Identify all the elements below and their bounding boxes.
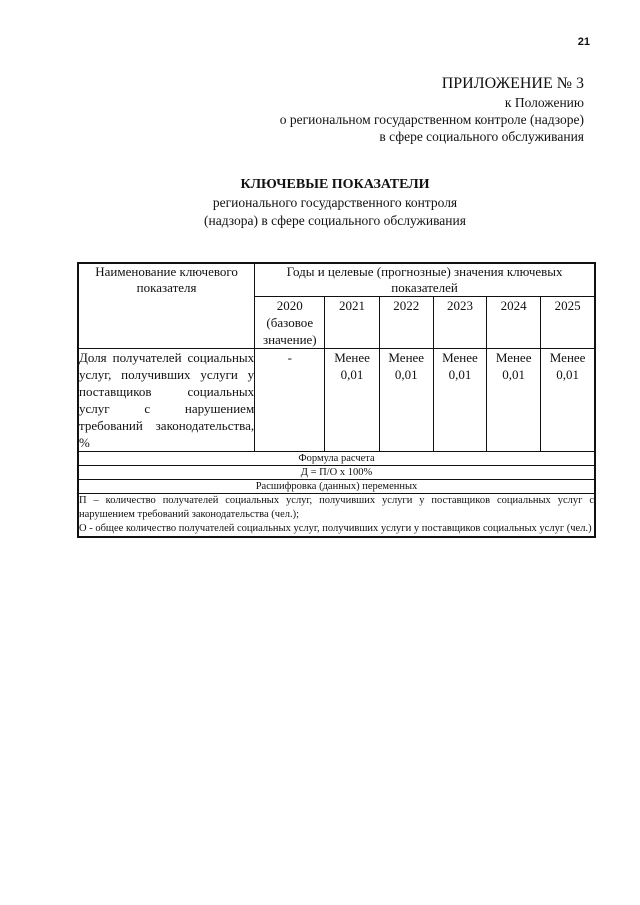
indicator-name-cell: Доля получателей социальных услуг, получивших услуги у поставщиков социальных услуг с нарушением требований законодательства, % xyxy=(79,350,255,450)
decoding-row xyxy=(78,494,595,538)
appendix-line-2: о региональном государственном контроле (надзоре) xyxy=(279,112,584,127)
year-header: 2023 xyxy=(433,297,486,349)
appendix-block xyxy=(280,74,584,145)
document-heading xyxy=(60,176,610,230)
heading-line-2: (надзора) в сфере социального обслуживания xyxy=(204,213,466,228)
formula-row xyxy=(78,466,595,480)
formula-header: Формула расчета xyxy=(78,452,595,466)
heading-main: КЛЮЧЕВЫЕ ПОКАЗАТЕЛИ xyxy=(240,177,430,192)
column-header-indicator-name: Наименование ключевого показателя xyxy=(78,263,255,349)
value-cell: Менее 0,01 xyxy=(433,349,486,452)
decoding-header-row xyxy=(78,480,595,494)
appendix-line-1: к Положению xyxy=(504,95,584,110)
key-indicators-table xyxy=(77,262,596,538)
value-cell: Менее 0,01 xyxy=(487,349,541,452)
year-header: 2025 xyxy=(541,297,595,349)
year-header: 2022 xyxy=(379,297,433,349)
value-cell: Менее 0,01 xyxy=(379,349,433,452)
variable-p-description: П – количество получателей социальных услуг, получивших услуги у поставщиков социальных услуг с нарушением требований законодательства (чел.); xyxy=(79,495,594,520)
formula-header-row xyxy=(78,452,595,466)
table-row xyxy=(78,349,595,452)
table-header-row xyxy=(78,263,595,297)
year-header: 2020 (базовое значение) xyxy=(255,297,325,349)
page-number: 21 xyxy=(577,36,590,48)
year-header: 2024 xyxy=(487,297,541,349)
value-cell: Менее 0,01 xyxy=(325,349,379,452)
appendix-title: ПРИЛОЖЕНИЕ № 3 xyxy=(441,75,584,92)
column-header-years: Годы и целевые (прогнозные) значения ключевых показателей xyxy=(255,263,595,297)
year-header: 2021 xyxy=(325,297,379,349)
formula-text: Д = П/О х 100% xyxy=(78,466,595,480)
value-cell: Менее 0,01 xyxy=(541,349,595,452)
variable-o-description: О - общее количество получателей социальных услуг, получивших услуги у поставщиков социальных услуг (чел.) xyxy=(79,523,592,534)
appendix-line-3: в сфере социального обслуживания xyxy=(379,129,584,144)
decoding-header: Расшифровка (данных) переменных xyxy=(78,480,595,494)
variables-decoding xyxy=(78,494,595,538)
value-cell: - xyxy=(255,349,325,452)
heading-line-1: регионального государственного контроля xyxy=(212,195,458,210)
